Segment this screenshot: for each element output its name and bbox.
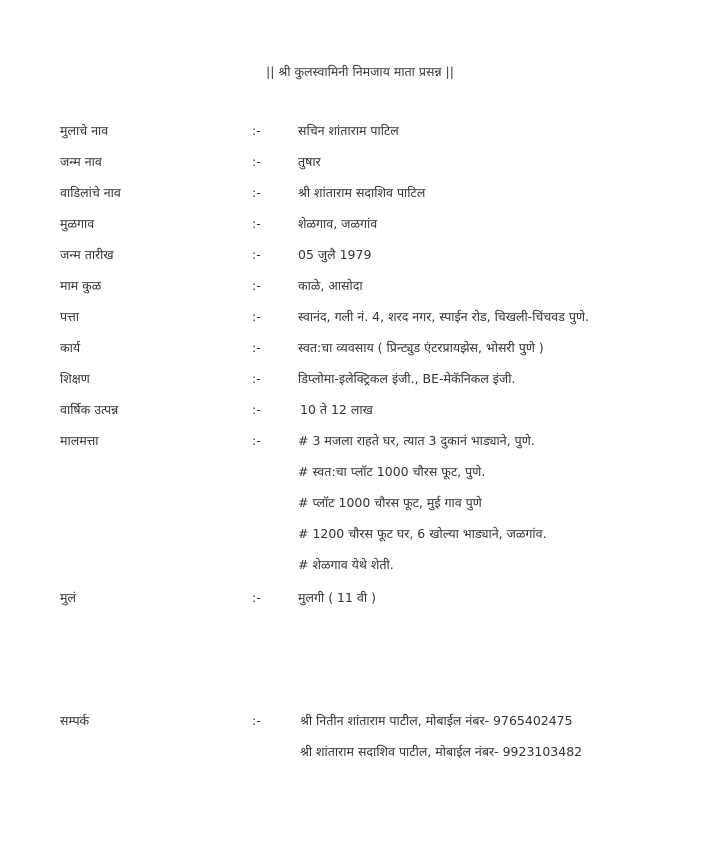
- field-row-address: [0, 307, 720, 327]
- contact-line: श्री शांताराम सदाशिव पाटील, मोबाईल नंबर- 9923103482: [300, 744, 583, 759]
- property-item: # स्वत:चा प्लॉट 1000 चौरस फूट, पुणे.: [298, 464, 486, 479]
- field-label: पत्ता: [60, 309, 79, 324]
- field-separator: :-: [252, 309, 261, 324]
- contact-line: श्री नितीन शांताराम पाटील, मोबाईल नंबर- 9765402475: [300, 713, 573, 728]
- field-row-annual-income: [0, 400, 720, 420]
- property-item: # प्लॉट 1000 चौरस फूट, मुई गाव पुणे: [298, 495, 482, 510]
- field-value: शेळगाव, जळगांव: [298, 216, 378, 231]
- field-value: स्वत:चा व्यवसाय ( प्रिन्ट्युड एंटरप्रायझेस, भोसरी पुणे ): [298, 340, 544, 355]
- field-separator: :-: [252, 713, 261, 728]
- field-label: कार्य: [60, 340, 81, 355]
- field-label: जन्म तारीख: [60, 247, 114, 262]
- property-row: [0, 462, 720, 482]
- field-row-father-name: [0, 183, 720, 203]
- field-row-maternal-family: [0, 276, 720, 296]
- field-label: शिक्षण: [60, 371, 90, 386]
- field-label: माम कुळ: [60, 278, 102, 293]
- field-separator: :-: [252, 123, 261, 138]
- field-row-education: [0, 369, 720, 389]
- field-value: स्वानंद, गली नं. 4, शरद नगर, स्पाईन रोड, चिखली-चिंचवड पुणे.: [298, 309, 590, 324]
- field-separator: :-: [252, 185, 261, 200]
- property-row: [0, 555, 720, 575]
- field-value: 10 ते 12 लाख: [300, 402, 373, 417]
- field-separator: :-: [252, 590, 261, 605]
- field-row-children: [0, 588, 720, 608]
- field-separator: :-: [252, 278, 261, 293]
- field-value: सचिन शांताराम पाटिल: [298, 123, 399, 138]
- field-value: डिप्लोमा-इलेक्ट्रिकल इंजी., BE-मेकॅनिकल इंजी.: [298, 371, 516, 386]
- field-row-birth-name: [0, 152, 720, 172]
- property-row: [0, 524, 720, 544]
- field-separator: :-: [252, 340, 261, 355]
- page-heading: || श्री कुलस्वामिनी निमजाय माता प्रसन्न ||: [266, 64, 454, 79]
- field-value: मुलगी ( 11 वी ): [298, 590, 376, 605]
- field-separator: :-: [252, 371, 261, 386]
- field-separator: :-: [252, 402, 261, 417]
- field-label: मालमत्ता: [60, 433, 99, 448]
- property-row: [0, 493, 720, 513]
- field-row-property: [0, 431, 720, 451]
- field-label: मुळगाव: [60, 216, 95, 231]
- property-item: # 3 मजला राहते घर, त्यात 3 दुकानं भाड्याने, पुणे.: [298, 433, 535, 448]
- field-separator: :-: [252, 433, 261, 448]
- property-item: # शेळगाव येथे शेती.: [298, 557, 394, 572]
- field-label: वाडिलांचे नाव: [60, 185, 121, 200]
- field-value: तुषार: [298, 154, 321, 169]
- field-value: काळे, आसोदा: [298, 278, 363, 293]
- field-value: श्री शांताराम सदाशिव पाटिल: [298, 185, 426, 200]
- field-row-birth-date: [0, 245, 720, 265]
- contact-row: [0, 742, 720, 762]
- field-label: जन्म नाव: [60, 154, 102, 169]
- field-separator: :-: [252, 247, 261, 262]
- field-row-native-place: [0, 214, 720, 234]
- field-row-child-name: [0, 121, 720, 141]
- field-label: सम्पर्क: [60, 713, 90, 728]
- field-label: वार्षिक उत्पन्न: [60, 402, 119, 417]
- property-item: # 1200 चौरस फूट घर, 6 खोल्या भाड्याने, जळगांव.: [298, 526, 547, 541]
- field-row-contact: [0, 711, 720, 731]
- field-separator: :-: [252, 154, 261, 169]
- field-label: मुलाचे नाव: [60, 123, 109, 138]
- field-value: 05 जुलै 1979: [298, 247, 372, 262]
- field-separator: :-: [252, 216, 261, 231]
- field-row-occupation: [0, 338, 720, 358]
- field-label: मुलं: [60, 590, 76, 605]
